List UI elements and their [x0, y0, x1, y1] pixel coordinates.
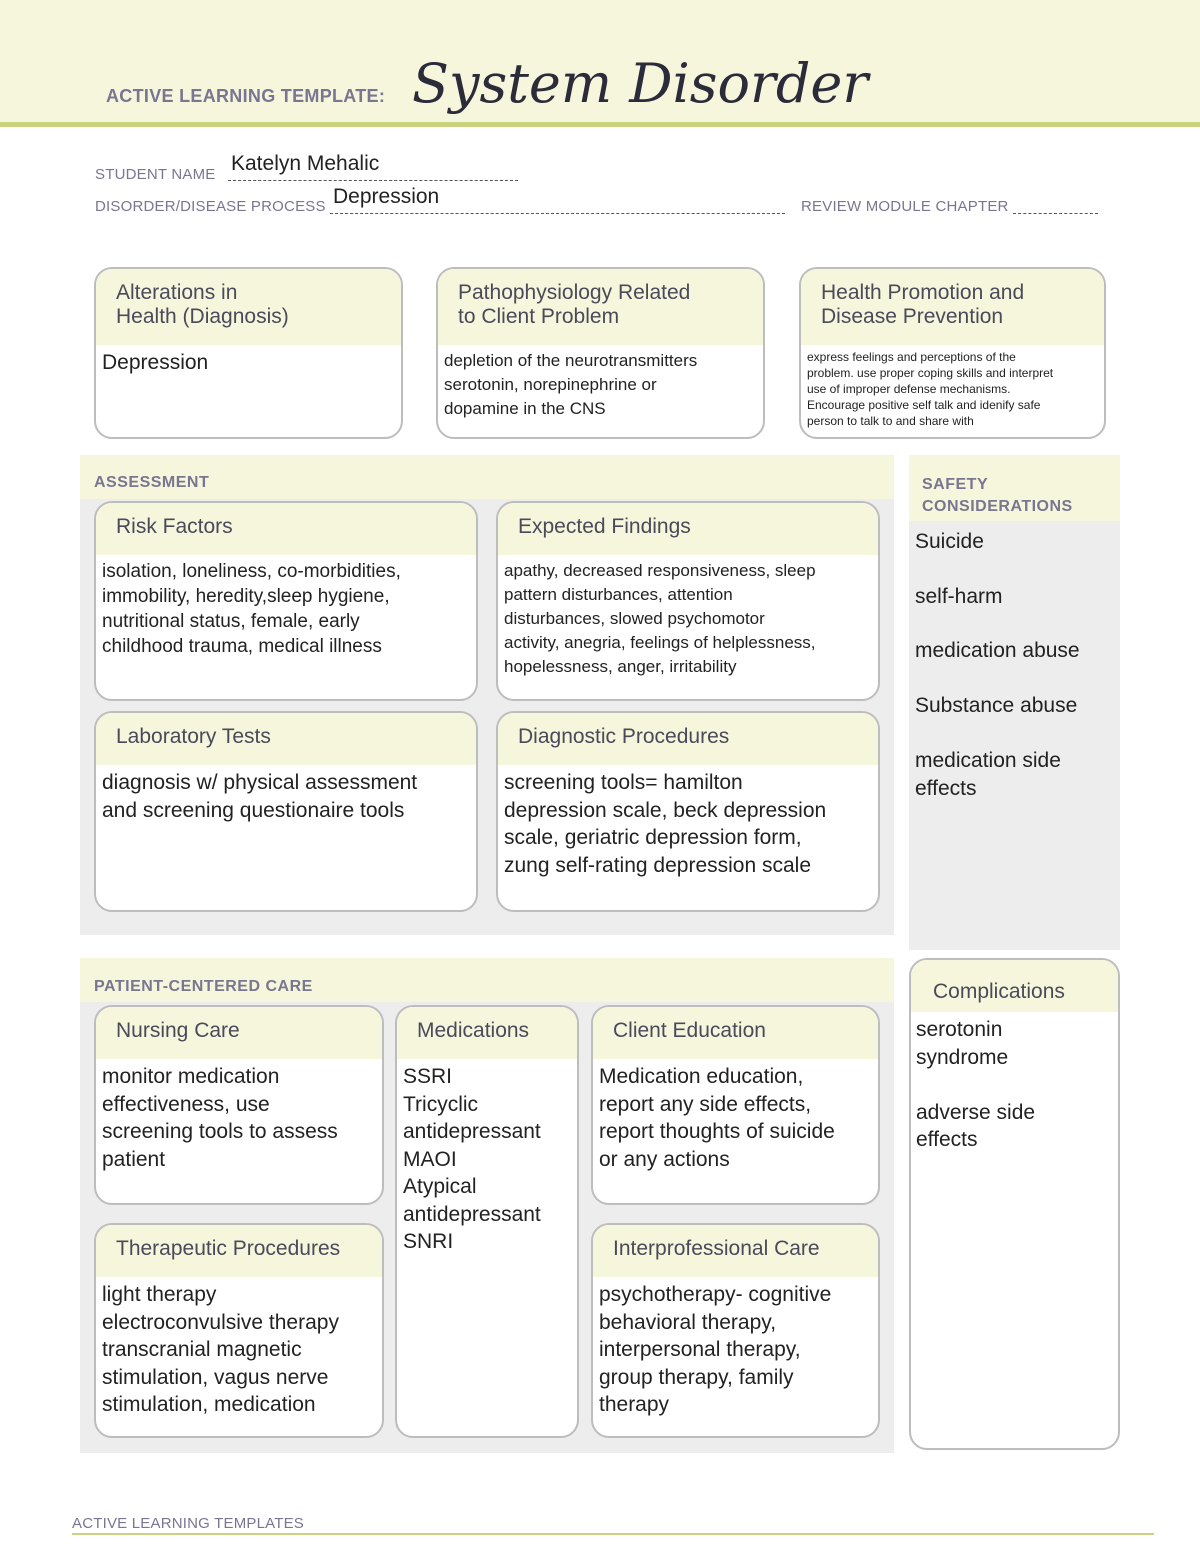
medications-title: Medications [397, 1007, 577, 1059]
pathophysiology-card [436, 267, 765, 439]
template-title: System Disorder [412, 52, 869, 115]
interprofessional-care-title: Interprofessional Care [593, 1225, 878, 1277]
interprofessional-care-body[interactable]: psychotherapy- cognitive behavioral therapy, interpersonal therapy, group therapy, family therapy [599, 1283, 832, 1416]
pathophysiology-body[interactable]: depletion of the neurotransmitters serotonin, norepinephrine or dopamine in the CNS [444, 351, 698, 418]
disorder-value[interactable]: Depression [333, 185, 440, 208]
medications-body[interactable]: SSRI Tricyclic antidepressant MAOI Atypical antidepressant SNRI [403, 1065, 541, 1253]
footer-label: ACTIVE LEARNING TEMPLATES [72, 1515, 304, 1532]
student-name-line [228, 180, 518, 181]
diagnostic-procedures-card [496, 711, 880, 912]
student-name-value[interactable]: Katelyn Mehalic [231, 152, 380, 175]
nursing-care-body[interactable]: monitor medication effectiveness, use screening tools to assess patient [102, 1065, 338, 1171]
nursing-care-card [94, 1005, 384, 1205]
safety-item[interactable]: Suicide [915, 530, 984, 553]
expected-findings-title: Expected Findings [498, 503, 878, 555]
template-label: ACTIVE LEARNING TEMPLATE: [106, 86, 386, 106]
disorder-label: DISORDER/DISEASE PROCESS [95, 198, 326, 215]
risk-factors-card [94, 501, 478, 701]
nursing-care-title: Nursing Care [96, 1007, 382, 1059]
footer-rule [72, 1533, 1154, 1535]
alterations-title: Alterations in Health (Diagnosis) [96, 269, 401, 345]
medications-card [395, 1005, 579, 1438]
health-promotion-body[interactable]: express feelings and perceptions of the problem. use proper coping skills and interpret use of improper defense mechanisms. Encourage positive self talk and idenify safe person to talk to and share with [807, 350, 1054, 428]
client-education-body[interactable]: Medication education, report any side effects, report thoughts of suicide or any actions [599, 1065, 835, 1171]
interprofessional-care-card [591, 1223, 880, 1438]
safety-label: SAFETY CONSIDERATIONS [922, 476, 1073, 515]
client-education-card [591, 1005, 880, 1205]
chapter-label: REVIEW MODULE CHAPTER [801, 198, 1009, 215]
header-rule [0, 122, 1200, 127]
student-name-label: STUDENT NAME [95, 166, 216, 183]
laboratory-tests-title: Laboratory Tests [96, 713, 476, 765]
therapeutic-procedures-card [94, 1223, 384, 1438]
risk-factors-title: Risk Factors [96, 503, 476, 555]
pathophysiology-title: Pathophysiology Related to Client Problem [438, 269, 763, 345]
complications-title: Complications [911, 960, 1118, 1012]
safety-item[interactable]: medication side effects [915, 749, 1061, 800]
assessment-label: ASSESSMENT [94, 474, 210, 491]
health-promotion-card [799, 267, 1106, 439]
alterations-card [94, 267, 403, 439]
safety-item[interactable]: self-harm [915, 585, 1003, 608]
disorder-line [330, 213, 785, 214]
laboratory-tests-body[interactable]: diagnosis w/ physical assessment and screening questionaire tools [102, 771, 418, 822]
diagnostic-procedures-body[interactable]: screening tools= hamilton depression scale, beck depression scale, geriatric depression form, zung self-rating depression scale [504, 771, 827, 877]
complications-card [909, 958, 1120, 1450]
alterations-body[interactable]: Depression [102, 351, 209, 374]
patient-care-label: PATIENT-CENTERED CARE [94, 978, 313, 995]
complications-body[interactable]: serotonin syndrome adverse side effects [916, 1018, 1036, 1151]
expected-findings-body[interactable]: apathy, decreased responsiveness, sleep pattern disturbances, attention disturbances, slowed psychomotor activity, anegria, feelings of helplessness, hopelessness, anger, irritability [504, 561, 816, 676]
chapter-line[interactable] [1013, 213, 1098, 214]
diagnostic-procedures-title: Diagnostic Procedures [498, 713, 878, 765]
risk-factors-body[interactable]: isolation, loneliness, co-morbidities, immobility, heredity,sleep hygiene, nutritional status, female, early childhood trauma, medical illness [102, 561, 401, 657]
safety-item[interactable]: Substance abuse [915, 694, 1078, 717]
health-promotion-title: Health Promotion and Disease Prevention [801, 269, 1104, 345]
expected-findings-card [496, 501, 880, 701]
laboratory-tests-card [94, 711, 478, 912]
client-education-title: Client Education [593, 1007, 878, 1059]
safety-item[interactable]: medication abuse [915, 639, 1080, 662]
therapeutic-procedures-body[interactable]: light therapy electroconvulsive therapy transcranial magnetic stimulation, vagus nerve stimulation, medication [102, 1283, 339, 1416]
therapeutic-procedures-title: Therapeutic Procedures [96, 1225, 382, 1277]
